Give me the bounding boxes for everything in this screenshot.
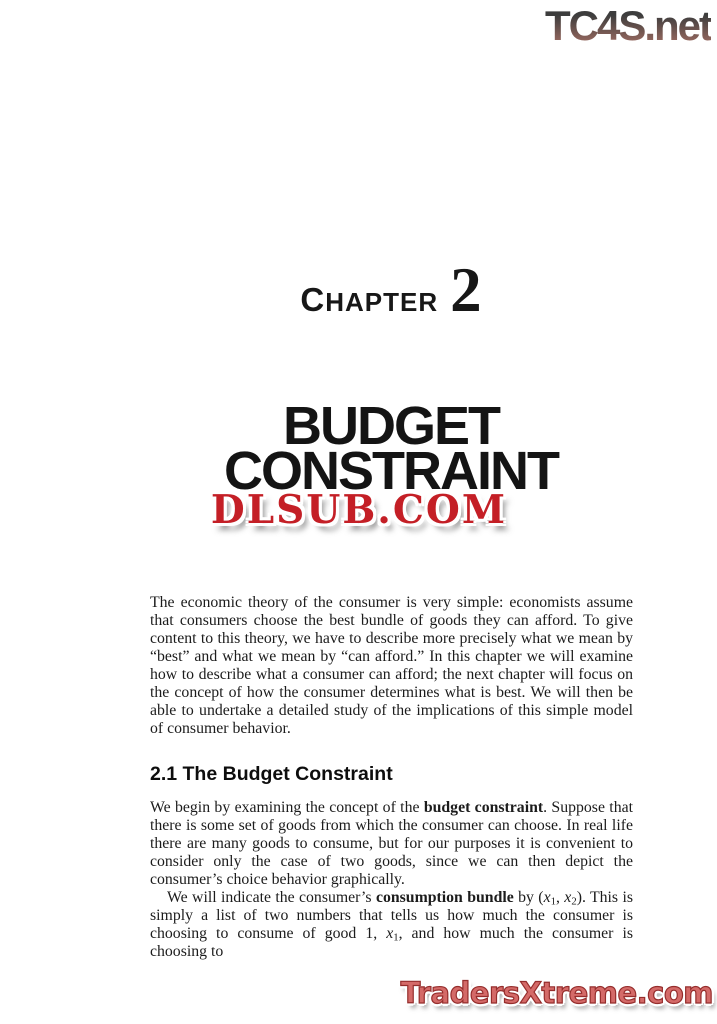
text-segment: 2 — [571, 895, 577, 908]
text-segment: 1 — [550, 895, 556, 908]
text-segment: x — [543, 889, 551, 906]
text-segment: . Suppose that there is some set of goods from which the consumer can choose. In real life there are many goods to consume, but for our purposes it is convenient to consider only the case of two goods, since we can then depict the consumer’s choice behavior graphically. — [150, 799, 633, 888]
watermark-dlsub: DLSUB.COM — [210, 487, 508, 533]
text-segment: We begin by examining the concept of the — [150, 799, 424, 816]
chapter-title-line: CONSTRAINT — [224, 441, 558, 501]
text-segment: budget constraint — [423, 799, 544, 816]
section-heading: 2.1 The Budget Constraint — [150, 763, 393, 785]
paragraph — [150, 799, 633, 889]
text-segment: by ( — [513, 889, 544, 906]
watermark-tradersxtreme: TradersXtreme.com — [400, 976, 713, 1010]
text-segment: x — [386, 925, 394, 942]
text-segment: We will indicate the consumer’s — [167, 889, 376, 906]
intro-paragraph — [150, 594, 633, 738]
text-segment: ). This is simply a list of two numbers that tells us how much the consumer is choosing to consume of good 1, — [150, 889, 633, 942]
body-text — [150, 594, 633, 961]
text-segment: 1 — [393, 931, 399, 944]
text-segment: , — [555, 889, 565, 906]
chapter-title — [150, 396, 632, 501]
chapter-number: 2 — [450, 255, 482, 325]
text-segment: consumption bundle — [375, 889, 514, 906]
text-segment: , and how much the consumer is choosing to — [150, 925, 633, 960]
text-segment: x — [564, 889, 572, 906]
text-segment: The economic theory of the consumer is very simple: economists assume that consumers choose the best bundle of goods they can afford. To give content to this theory, we have to describe more precisely what we mean by “best” and what we mean by “can afford.” In this chapter we will examine how to describe what a consumer can afford; the next chapter will focus on the concept of how the consumer determines what is best. We will then be able to undertake a detailed study of the implications of this simple model of consumer behavior. — [150, 594, 633, 737]
chapter-heading — [150, 255, 632, 325]
paragraph — [150, 889, 633, 961]
chapter-title-line: BUDGET — [283, 396, 499, 456]
watermark-tc4s: TC4S.net — [544, 2, 711, 49]
chapter-label: CHAPTER — [300, 281, 439, 318]
